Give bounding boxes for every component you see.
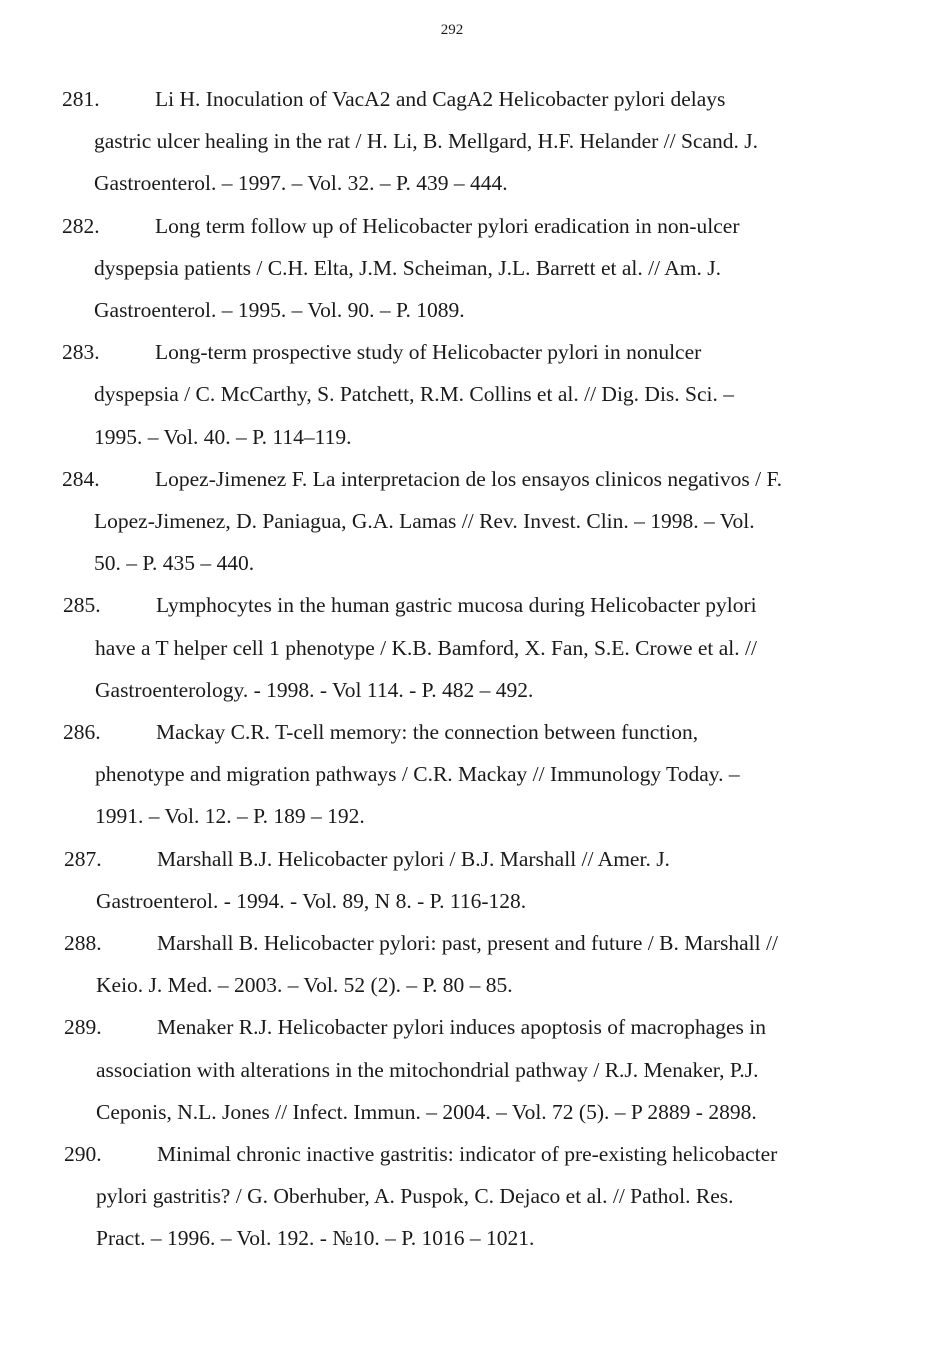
reference-line: Lymphocytes in the human gastric mucosa during Helicobacter pylori	[156, 593, 757, 618]
reference-text	[94, 205, 876, 332]
reference-text	[95, 711, 877, 838]
reference-number: 284.	[62, 466, 100, 491]
reference-line: 1995. – Vol. 40. – P. 114–119.	[94, 424, 352, 449]
reference-entry	[0, 922, 878, 1006]
reference-line: 50. – P. 435 – 440.	[94, 551, 255, 576]
reference-text	[94, 331, 876, 458]
page-number: 292	[440, 22, 464, 38]
reference-number: 285.	[63, 593, 101, 618]
reference-entry	[0, 205, 876, 332]
reference-entry	[0, 838, 878, 922]
reference-text	[96, 838, 878, 922]
reference-line: Li H. Inoculation of VacA2 and CagA2 Helicobacter pylori delays	[155, 87, 726, 111]
reference-entry	[0, 1006, 878, 1133]
reference-line: Gastroenterology. - 1998. - Vol 114. - P. 482 – 492.	[95, 677, 534, 702]
reference-entry	[0, 1133, 878, 1260]
reference-entry	[0, 78, 876, 205]
reference-number: 286.	[63, 720, 101, 745]
reference-line: Marshall B.J. Helicobacter pylori / B.J. Marshall // Amer. J.	[157, 846, 670, 871]
reference-line: Gastroenterol. – 1995. – Vol. 90. – P. 1089.	[94, 298, 465, 323]
reference-line: Keio. J. Med. – 2003. – Vol. 52 (2). – P. 80 – 85.	[96, 973, 513, 998]
reference-line: Lopez-Jimenez, D. Paniagua, G.A. Lamas // Rev. Invest. Clin. – 1998. – Vol.	[94, 509, 755, 534]
reference-entry	[0, 458, 876, 585]
reference-text	[95, 584, 877, 711]
reference-line: dyspepsia patients / C.H. Elta, J.M. Scheiman, J.L. Barrett et al. // Am. J.	[94, 255, 721, 280]
reference-number: 283.	[62, 340, 100, 365]
reference-text	[94, 78, 876, 205]
reference-text	[96, 1006, 878, 1133]
reference-line: 1991. – Vol. 12. – P. 189 – 192.	[95, 804, 365, 829]
reference-line: association with alterations in the mitochondrial pathway / R.J. Menaker, P.J.	[96, 1057, 759, 1082]
reference-line: Long-term prospective study of Helicobacter pylori in nonulcer	[155, 340, 702, 365]
reference-line: Marshall B. Helicobacter pylori: past, present and future / B. Marshall //	[157, 931, 778, 956]
reference-line: have a T helper cell 1 phenotype / K.B. Bamford, X. Fan, S.E. Crowe et al. //	[95, 635, 757, 660]
reference-line: dyspepsia / C. McCarthy, S. Patchett, R.M. Collins et al. // Dig. Dis. Sci. –	[94, 382, 735, 407]
reference-line: Menaker R.J. Helicobacter pylori induces apoptosis of macrophages in	[157, 1015, 766, 1040]
reference-entry	[0, 584, 877, 711]
reference-line: Pract. – 1996. – Vol. 192. - №10. – P. 1016 – 1021.	[96, 1226, 535, 1251]
reference-text	[96, 922, 878, 1006]
reference-entry	[0, 711, 877, 838]
reference-line: Minimal chronic inactive gastritis: indicator of pre-existing helicobacter	[157, 1142, 778, 1167]
reference-line: gastric ulcer healing in the rat / H. Li, B. Mellgard, H.F. Helander // Scand. J.	[94, 129, 759, 154]
reference-line: Long term follow up of Helicobacter pylori eradication in non-ulcer	[155, 213, 740, 238]
reference-text	[94, 458, 876, 585]
reference-number: 281.	[62, 87, 100, 111]
reference-number: 288.	[64, 931, 102, 956]
reference-line: Gastroenterol. – 1997. – Vol. 32. – P. 439 – 444.	[94, 171, 508, 196]
reference-number: 287.	[64, 846, 102, 871]
reference-line: Ceponis, N.L. Jones // Infect. Immun. – 2004. – Vol. 72 (5). – P 2889 - 2898.	[96, 1099, 757, 1124]
reference-number: 290.	[64, 1142, 102, 1167]
reference-line: Mackay C.R. T-cell memory: the connection between function,	[156, 720, 699, 745]
reference-line: phenotype and migration pathways / C.R. Mackay // Immunology Today. –	[95, 762, 740, 787]
reference-line: pylori gastritis? / G. Oberhuber, A. Puspok, C. Dejaco et al. // Pathol. Res.	[96, 1184, 734, 1209]
reference-line: Gastroenterol. - 1994. - Vol. 89, N 8. - P. 116-128.	[96, 888, 527, 913]
reference-number: 282.	[62, 213, 100, 238]
reference-line: Lopez-Jimenez F. La interpretacion de los ensayos clinicos negativos / F.	[155, 466, 783, 491]
reference-entry	[0, 331, 876, 458]
reference-number: 289.	[64, 1015, 102, 1040]
reference-list	[0, 78, 934, 1260]
reference-text	[96, 1133, 878, 1260]
